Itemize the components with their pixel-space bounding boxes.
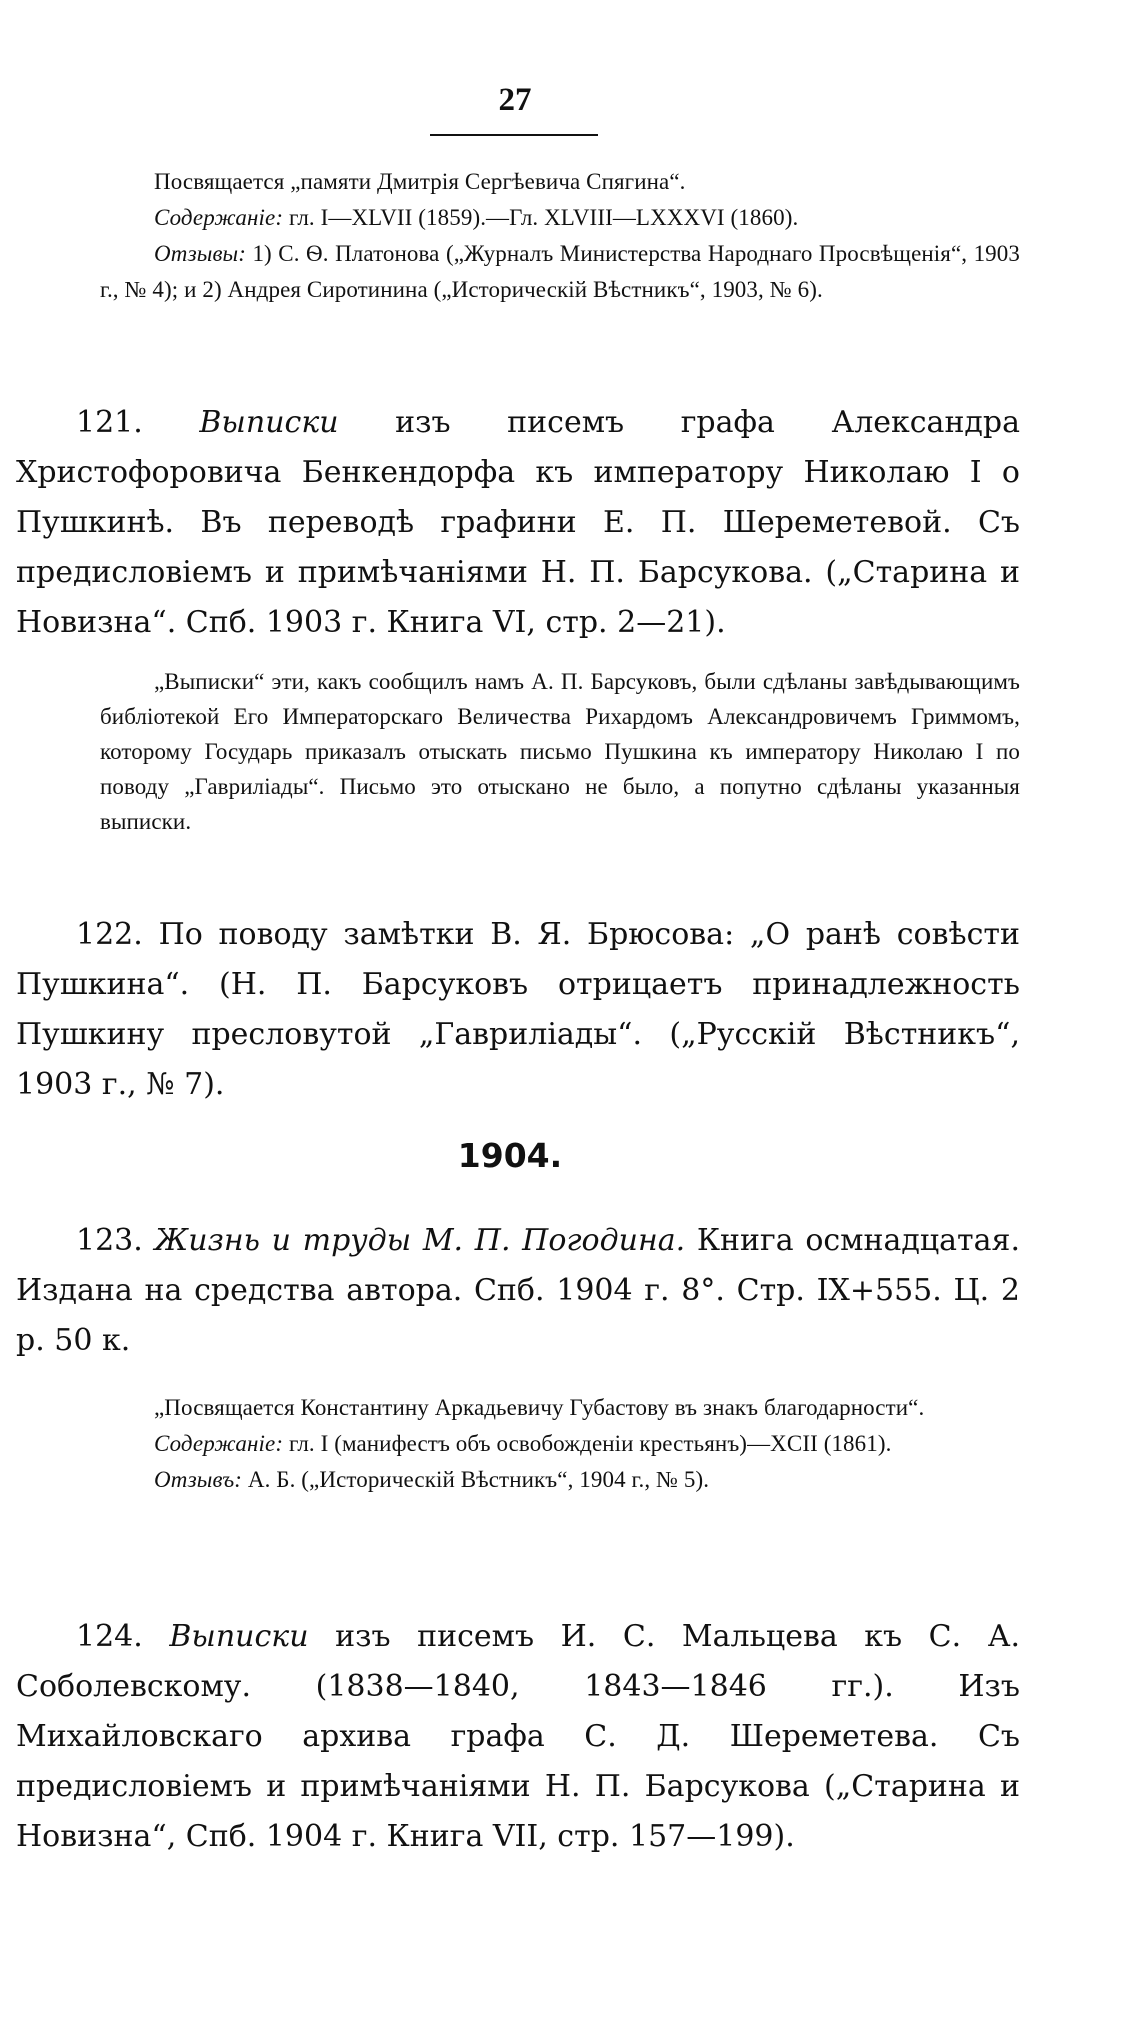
entry-121-note-text: „Выписки“ эти, какъ сообщилъ намъ А. П. Барсуковъ, были сдѣланы завѣдывающимъ библіотекой Его Императорскаго Величества Рихардомъ Александровичемъ Гриммомъ, которому Государь приказалъ отыскать письмо Пушкина къ императору Николаю I по поводу „Гавриліады“. Письмо это отыскано не было, а попутно сдѣланы указанныя выписки. [100,669,1020,834]
entry-122-text [16,910,1020,1110]
entry-121-body: изъ писемъ графа Александра Христофоровича Бенкендорфа къ императору Николаю I о Пушкинѣ. Въ переводѣ графини Е. П. Шереметевой. Съ предисловіемъ и примѣчаніями Н. П. Барсукова. („Старина и Новизна“. Спб. 1903 г. Книга VI, стр. 2—21). [16,405,1020,640]
entry-123-dedication: „Посвящается Константину Аркадьевичу Губастову въ знакъ благодарности“. [154,1395,925,1420]
entry-124 [16,1612,1020,1862]
entry-123-body: Книга осмнадцатая. Издана на средства автора. Спб. 1904 г. 8°. Стр. IX+555. Ц. 2 р. 50 к. [16,1223,1020,1358]
entry-123-review-label: Отзывъ: [154,1467,243,1492]
entry-123-title: Жизнь и труды М. П. Погодина. [154,1223,686,1258]
entry-121-title: Выписки [199,405,339,440]
entry-121-text [16,398,1020,648]
entry-123-contents [100,1426,1020,1462]
entry-123 [16,1216,1020,1366]
entry-124-title: Выписки [169,1619,309,1654]
entry-123-number: 123. [76,1223,155,1258]
page-number: 27 [498,82,532,118]
entry-124-text [16,1612,1020,1862]
year-heading: 1904. [457,1136,563,1175]
contents-text: гл. I—XLVII (1859).—Гл. XLVIII—LXXXVI (1860). [283,205,799,230]
contents-line [100,200,1020,236]
entry-120-notes [100,164,1020,308]
page-number-rule [430,134,598,136]
entry-121 [16,398,1020,648]
entry-122-number: 122. [76,917,159,952]
reviews-text: 1) С. Ѳ. Платонова („Журналъ Министерства Народнаго Просвѣщенія“, 1903 г., № 4); и 2) Андрея Сиротинина („Историческій Вѣстникъ“, 1903, № 6). [100,241,1020,302]
entry-122 [16,910,1020,1110]
entry-123-notes [100,1390,1020,1498]
contents-label: Содержаніе: [154,205,284,230]
reviews-line [100,236,1020,308]
entry-121-note [100,664,1020,839]
entry-123-contents-label: Содержаніе: [154,1431,284,1456]
entry-123-review [100,1462,1020,1498]
entry-123-review-text: А. Б. („Историческій Вѣстникъ“, 1904 г., № 5). [242,1467,710,1492]
entry-124-body: изъ писемъ И. С. Мальцева къ С. А. Соболевскому. (1838—1840, 1843—1846 гг.). Изъ Михайловскаго архива графа С. Д. Шереметева. Съ предисловіемъ и примѣчаніями Н. П. Барсукова („Старина и Новизна“, Спб. 1904 г. Книга VII, стр. 157—199). [16,1619,1020,1854]
entry-122-body: По поводу замѣтки В. Я. Брюсова: „О ранѣ совѣсти Пушкина“. (Н. П. Барсуковъ отрицаетъ принадлежность Пушкину пресловутой „Гавриліады“. („Русскій Вѣстникъ“, 1903 г., № 7). [16,917,1020,1102]
entry-121-number: 121. [76,405,200,440]
entry-123-text [16,1216,1020,1366]
entry-124-number: 124. [76,1619,170,1654]
dedication-line: Посвящается „памяти Дмитрія Сергѣевича Спягина“. [154,169,686,194]
entry-123-contents-text: гл. I (манифестъ объ освобожденіи крестьянъ)—XCII (1861). [283,1431,892,1456]
reviews-label: Отзывы: [154,241,246,266]
